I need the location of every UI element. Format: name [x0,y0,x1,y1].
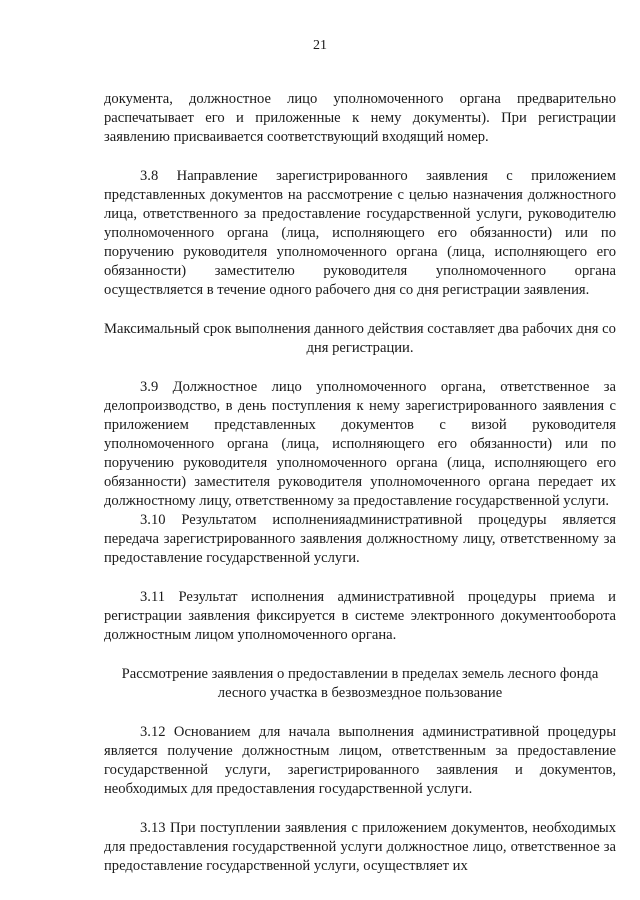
paragraph-continuation: документа, должностное лицо уполномоченного органа предварительно распечатывает его и приложенные к нему документы). При регистрации заявлению присваивается соответствующий входящий номер. [104,91,616,145]
page-number: 21 [313,38,327,53]
document-body [104,90,616,876]
paragraph-3-9: 3.9 Должностное лицо уполномоченного органа, ответственное за делопроизводство, в день поступления к нему зарегистрированного заявления с приложением представленных документов с визой руководителя уполномоченного органа (лица, исполняющего его обязанности) или по поручению руководителя уполномоченного органа (лица, исполняющего его обязанности) заместителя руководителя уполномоченного органа передает их должностному лицу, ответственному за предоставление государственной услуги. [104,379,616,509]
paragraph-3-10: 3.10 Результатом исполненияадминистративной процедуры является передача зарегистрированного заявления должностному лицу, ответственному за предоставление государственной услуги. [104,512,616,566]
paragraph-3-8: 3.8 Направление зарегистрированного заявления с приложением представленных документов на рассмотрение с целью назначения должностного лица, ответственного за предоставление государственной услуги, руководителю уполномоченного органа (лица, исполняющего его обязанности) или по поручению руководителя уполномоченного органа (лица, исполняющего его обязанности) заместителю руководителя уполномоченного органа осуществляется в течение одного рабочего дня со дня регистрации заявления. [104,168,616,298]
heading-max-term: Максимальный срок выполнения данного действия составляет два рабочих дня со дня регистрации. [104,321,616,356]
paragraph-3-12: 3.12 Основанием для начала выполнения административной процедуры является получение должностным лицом, ответственным за предоставление государственной услуги, зарегистрированного заявления и документов, необходимых для предоставления государственной услуги. [104,724,616,797]
paragraph-3-13: 3.13 При поступлении заявления с приложением документов, необходимых для предоставления государственной услуги должностное лицо, ответственное за предоставление государственной услуги, осуществляет их [104,820,616,874]
heading-review-section: Рассмотрение заявления о предоставлении в пределах земель лесного фонда лесного участка в безвозмездное пользование [121,666,599,701]
paragraph-3-11: 3.11 Результат исполнения административной процедуры приема и регистрации заявления фиксируется в системе электронного документооборота должностным лицом уполномоченного органа. [104,589,616,643]
